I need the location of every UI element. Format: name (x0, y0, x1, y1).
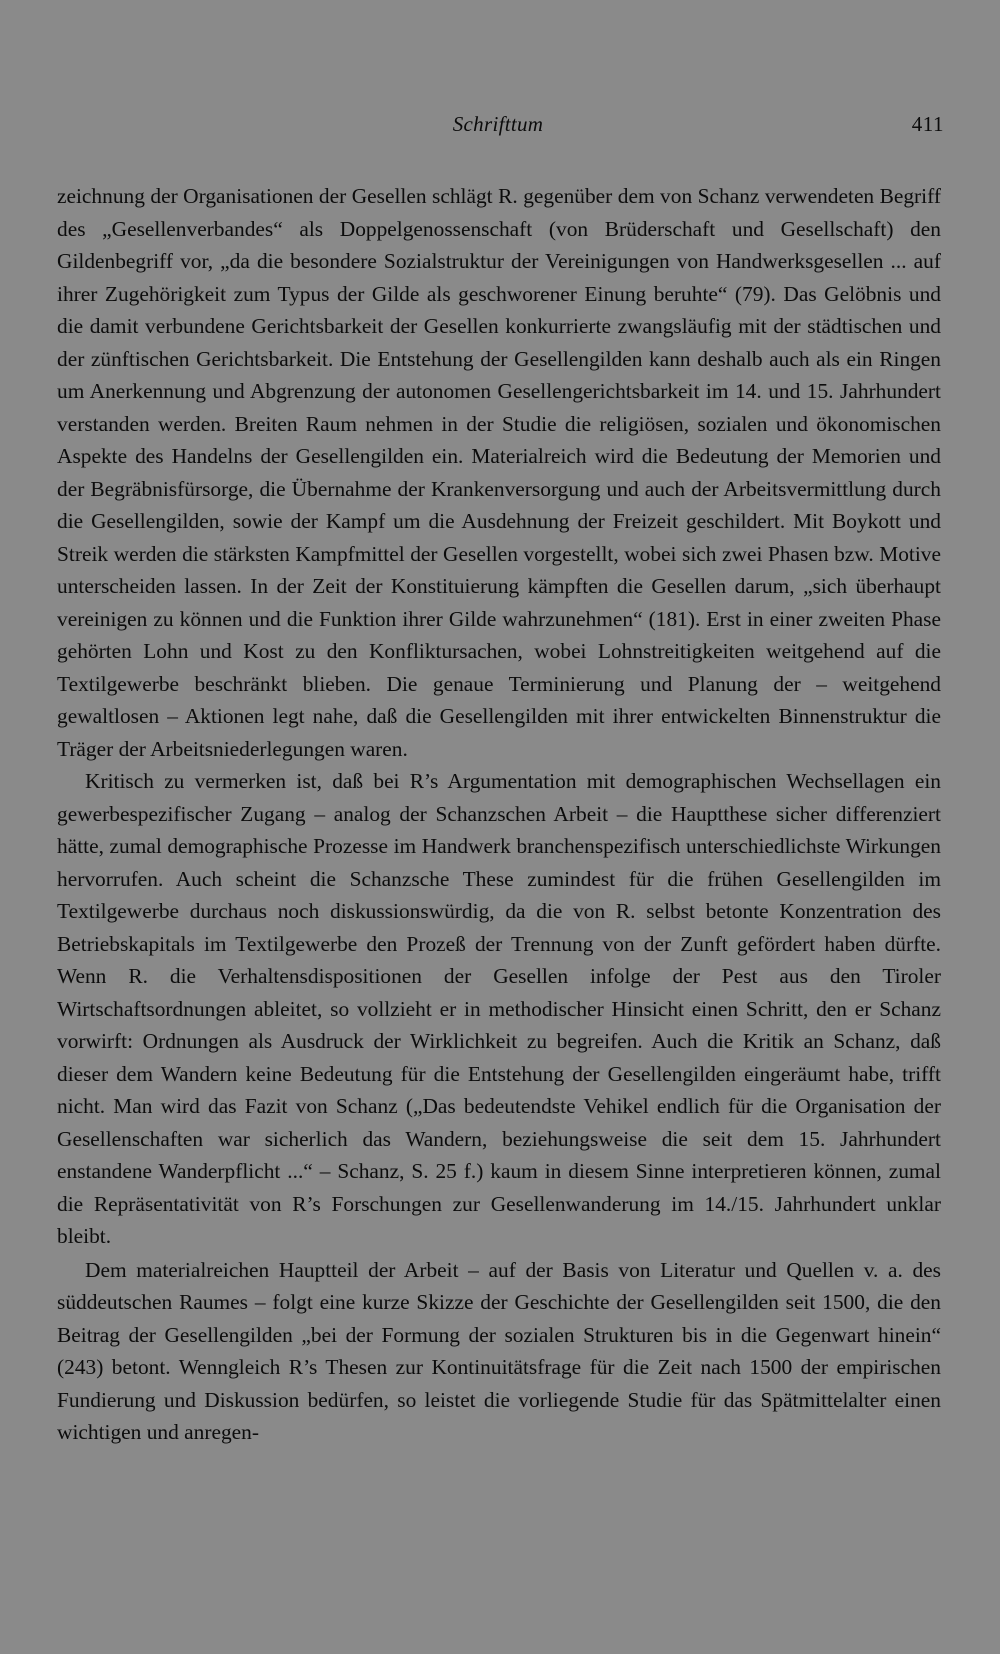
page-number: 411 (911, 112, 944, 136)
running-title: Schrifttum (452, 112, 544, 136)
paragraph-2: Kritisch zu vermerken ist, daß bei R’s Argumentation mit demographischen Wechsellagen ein gewerbespezifischer Zugang – analog der Schanzschen Arbeit – die Hauptthese sicher differenziert hätte, zumal demographische Prozesse im Handwerk branchenspezifisch unterschiedlichste Wirkungen hervorrufen. Auch scheint die Schanzsche These zumindest für die frühen Gesellengilden im Textilgewerbe durchaus noch diskussionswürdig, da die von R. selbst betonte Konzentration des Betriebskapitals im Textilgewerbe den Prozeß der Trennung von der Zunft gefördert haben dürfte. Wenn R. die Verhaltensdispositionen der Gesellen infolge der Pest aus den Tiroler Wirtschaftsordnungen ableitet, so vollzieht er in methodischer Hinsicht einen Schritt, den er Schanz vorwirft: Ordnungen als Ausdruck der Wirklichkeit zu begreifen. Auch die Kritik an Schanz, daß dieser dem Wandern keine Bedeutung für die Entstehung der Gesellengilden eingeräumt habe, trifft nicht. Man wird das Fazit von Schanz („Das bedeutendste Vehikel endlich für die Organisation der Gesellenschaften war sicherlich das Wandern, beziehungsweise die seit dem 15. Jahrhundert enstandene Wanderpflicht ...“ – Schanz, S. 25 f.) kaum in diesem Sinne interpretieren können, zumal die Repräsentativität von R’s Forschungen zur Gesellenwanderung im 14./15. Jahrhundert unklar bleibt. (57, 769, 941, 1248)
body-text (57, 180, 941, 1449)
paragraph-1: zeichnung der Organisationen der Gesellen schlägt R. gegenüber dem von Schanz verwendeten Begriff des „Gesellenverbandes“ als Doppelgenossenschaft (von Brüderschaft und Gesellschaft) den Gildenbegriff vor, „da die besondere Sozialstruktur der Vereinigungen von Handwerksgesellen ... auf ihrer Zugehörigkeit zum Typus der Gilde als geschworener Einung beruhte“ (79). Das Gelöbnis und die damit verbundene Gerichtsbarkeit der Gesellen konkurrierte zwangsläufig mit der städtischen und der zünftischen Gerichtsbarkeit. Die Entstehung der Gesellengilden kann deshalb auch als ein Ringen um Anerkennung und Abgrenzung der autonomen Gesellengerichtsbarkeit im 14. und 15. Jahrhundert verstanden werden. Breiten Raum nehmen in der Studie die religiösen, sozialen und ökonomischen Aspekte des Handelns der Gesellengilden ein. Materialreich wird die Bedeutung der Memorien und der Begräbnisfürsorge, die Übernahme der Krankenversorgung und auch der Arbeitsvermittlung durch die Gesellengilden, sowie der Kampf um die Ausdehnung der Freizeit geschildert. Mit Boykott und Streik werden die stärksten Kampfmittel der Gesellen vorgestellt, wobei sich zwei Phasen bzw. Motive unterscheiden lassen. In der Zeit der Konstituierung kämpften die Gesellen darum, „sich überhaupt vereinigen zu können und die Funktion ihrer Gilde wahrzunehmen“ (181). Erst in einer zweiten Phase gehörten Lohn und Kost zu den Konfliktursachen, wobei Lohnstreitigkeiten weitgehend auf die Textilgewerbe beschränkt blieben. Die genaue Terminierung und Planung der – weitgehend gewaltlosen – Aktionen legt nahe, daß die Gesellengilden mit ihrer entwickelten Binnenstruktur die Träger der Arbeitsniederlegungen waren. (57, 184, 941, 761)
page-header (52, 112, 944, 142)
paragraph-3: Dem materialreichen Hauptteil der Arbeit – auf der Basis von Literatur und Quellen v. a. des süddeutschen Raumes – folgt eine kurze Skizze der Geschichte der Gesellengilden seit 1500, die den Beitrag der Gesellengilden „bei der Formung der sozialen Strukturen bis in die Gegenwart hinein“ (243) betont. Wenngleich R’s Thesen zur Kontinuitätsfrage für die Zeit nach 1500 der empirischen Fundierung und Diskussion bedürfen, so leistet die vorliegende Studie für das Spätmittelalter einen wichtigen und anregen- (57, 1257, 941, 1444)
